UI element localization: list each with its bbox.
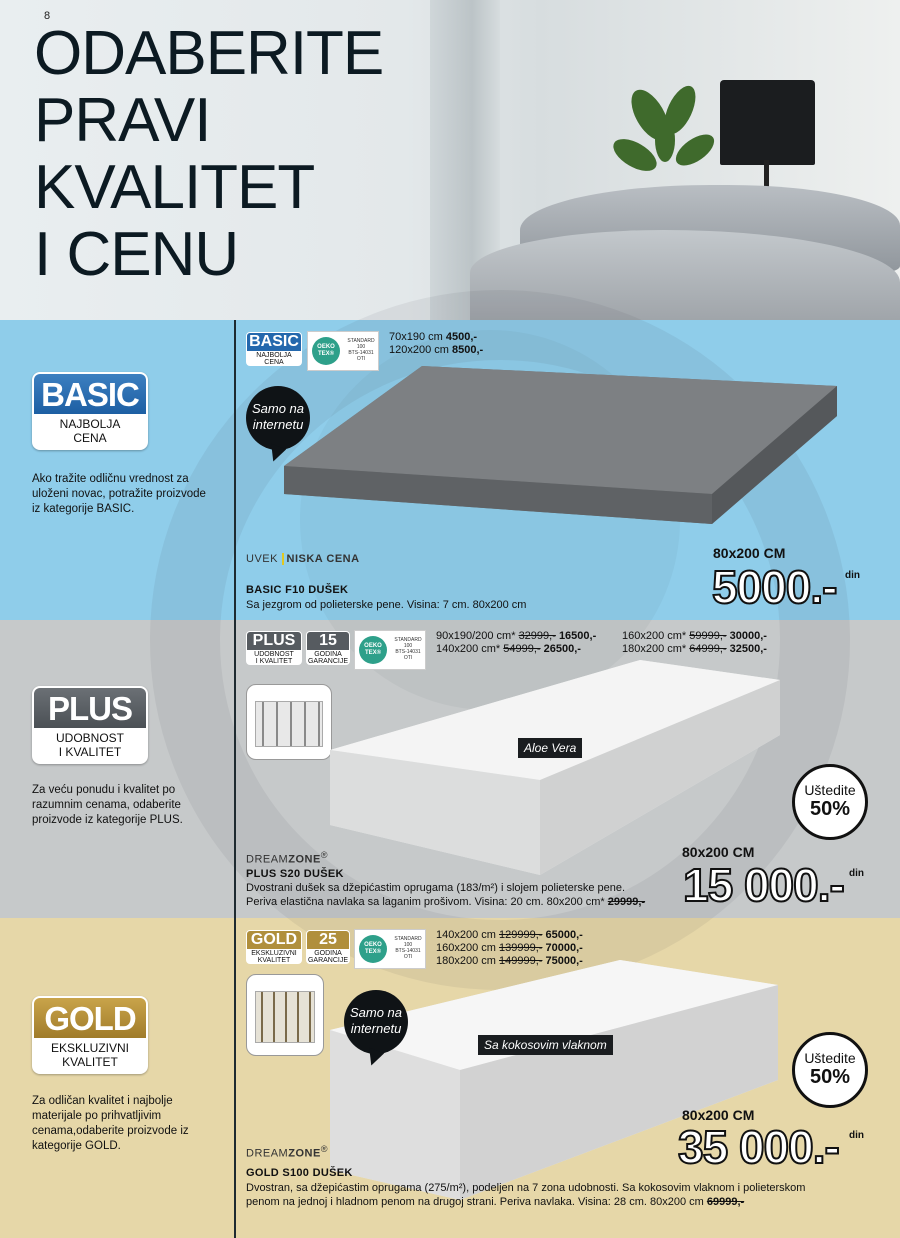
oeko-line: 100 bbox=[403, 643, 413, 649]
size-price: 26500,- bbox=[543, 643, 581, 655]
badge-subtitle bbox=[34, 414, 146, 450]
oeko-tex-text bbox=[391, 637, 425, 661]
oeko-line: STANDARD bbox=[394, 936, 422, 942]
small-badge-subtitle bbox=[247, 351, 301, 366]
warranty-badge-gold bbox=[306, 930, 350, 964]
logo-right: NISKA CENA bbox=[282, 553, 360, 565]
brand-part: DREAM bbox=[246, 1147, 289, 1160]
old-price: 32999,- bbox=[518, 630, 556, 642]
size-label: 140x200 cm* bbox=[436, 643, 501, 655]
size-price-list bbox=[436, 630, 596, 656]
old-price: 54999,- bbox=[503, 643, 541, 655]
oeko-line: BTS-14031 bbox=[348, 350, 374, 356]
savings-label: Uštedite bbox=[804, 1050, 856, 1066]
size-label: 90x190/200 cm* bbox=[436, 630, 516, 642]
size-row bbox=[622, 630, 767, 643]
badge-subtitle bbox=[34, 1038, 146, 1074]
price-suffix: - bbox=[824, 1121, 839, 1173]
category-description-basic: Ako tražite odličnu vrednost za uloženi novac, potražite proizvode iz kategorije BASIC. bbox=[32, 473, 206, 515]
title-line: I CENU bbox=[34, 220, 239, 289]
brand-reg: ® bbox=[320, 850, 329, 860]
savings-percent: 50% bbox=[809, 1066, 851, 1088]
description-line bbox=[246, 1195, 886, 1209]
spring-core-image bbox=[246, 974, 324, 1056]
brand-reg: ® bbox=[320, 1144, 329, 1154]
brand-part: ZONE bbox=[288, 853, 321, 866]
small-badge-title: BASIC bbox=[247, 333, 301, 351]
size-row bbox=[436, 942, 583, 955]
brand-part: DREAM bbox=[246, 853, 289, 866]
product-price bbox=[683, 858, 844, 912]
warranty-years: 15 bbox=[307, 632, 349, 650]
oeko-tex-text bbox=[344, 338, 378, 362]
product-price bbox=[678, 1120, 839, 1174]
description-text: penom na jednoj i hladnom penom na drugoj strani. Periva navlaka. Visina: 28 cm. 80x200 cm bbox=[246, 1196, 704, 1208]
category-badge-basic bbox=[32, 372, 148, 450]
product-description: Sa jezgrom od polieterske pene. Visina: 7 cm. 80x200 cm bbox=[246, 599, 527, 611]
size-price: 70000,- bbox=[545, 942, 583, 954]
small-badge-subtitle bbox=[247, 650, 301, 665]
small-badge-line: I KVALITET bbox=[255, 658, 293, 665]
size-price-list bbox=[622, 630, 767, 656]
product-dimension: 80x200 CM bbox=[713, 545, 786, 561]
badge-title: BASIC bbox=[34, 374, 146, 414]
oeko-line: 100 bbox=[356, 344, 366, 350]
price-suffix: - bbox=[822, 561, 837, 613]
oeko-line: BTS-14031 bbox=[395, 649, 421, 655]
currency-label: din bbox=[845, 570, 860, 581]
mattress-image-plus bbox=[330, 660, 782, 875]
currency-label: din bbox=[849, 868, 864, 879]
badge-subtitle-line: UDOBNOST bbox=[55, 731, 124, 745]
category-description-gold: Za odličan kvalitet i najbolje materijale po prihvatljivim cenama,odaberite proizvode iz kategorije GOLD. bbox=[32, 1095, 189, 1152]
badge-subtitle-line: EKSKLUZIVNI bbox=[50, 1041, 130, 1055]
badge-subtitle-line: NAJBOLJA bbox=[59, 417, 121, 431]
product-name: GOLD S100 DUŠEK bbox=[246, 1167, 353, 1179]
bubble-line: Samo na bbox=[251, 401, 305, 416]
old-price: 69999,- bbox=[706, 1196, 745, 1208]
online-only-bubble bbox=[344, 990, 408, 1054]
oeko-line: OTI bbox=[356, 356, 366, 362]
spring-core-image bbox=[246, 684, 332, 760]
oeko-tex-icon: OEKO TEX® bbox=[312, 337, 340, 365]
product-description bbox=[246, 1181, 886, 1209]
size-label: 120x200 cm bbox=[389, 344, 449, 356]
oeko-tex-label bbox=[307, 331, 379, 371]
badge-subtitle bbox=[34, 728, 146, 764]
size-label: 180x200 cm bbox=[436, 955, 496, 967]
size-row bbox=[622, 643, 767, 656]
badge-subtitle-line: CENA bbox=[73, 431, 107, 445]
small-badge-line: EKSKLUZIVNI bbox=[251, 950, 297, 957]
size-price: 30000,- bbox=[729, 630, 767, 642]
small-badge-line: CENA bbox=[264, 359, 284, 366]
small-badge-basic bbox=[246, 332, 302, 366]
oeko-line: OTI bbox=[403, 954, 413, 960]
oeko-line: STANDARD bbox=[394, 637, 422, 643]
product-dimension: 80x200 CM bbox=[682, 844, 755, 860]
feature-tag: Sa kokosovim vlaknom bbox=[478, 1035, 613, 1055]
savings-percent: 50% bbox=[809, 798, 851, 820]
size-label: 160x200 cm* bbox=[622, 630, 687, 642]
price-value: 15 000. bbox=[683, 859, 830, 911]
badge-subtitle-line: KVALITET bbox=[62, 1055, 118, 1069]
old-price: 129999,- bbox=[499, 929, 543, 941]
logo-left: UVEK bbox=[246, 553, 278, 565]
size-row bbox=[389, 344, 483, 357]
warranty-line: GODINA bbox=[314, 950, 342, 957]
old-price: 59999,- bbox=[689, 630, 727, 642]
product-description bbox=[246, 881, 645, 909]
small-badge-line: KVALITET bbox=[257, 957, 291, 964]
bubble-line: Samo na bbox=[349, 1005, 403, 1020]
small-badge-line: NAJBOLJA bbox=[256, 352, 292, 359]
category-badge-gold bbox=[32, 996, 148, 1074]
title-line: KVALITET bbox=[34, 153, 315, 222]
small-badge-plus bbox=[246, 631, 302, 665]
mattress-image-basic bbox=[282, 366, 842, 526]
size-price: 32500,- bbox=[729, 643, 767, 655]
size-price: 75000,- bbox=[545, 955, 583, 967]
title-line: ODABERITE bbox=[34, 19, 384, 88]
description-line bbox=[246, 895, 645, 909]
oeko-tex-icon: OEKO TEX® bbox=[359, 636, 387, 664]
size-price-list bbox=[389, 331, 483, 357]
size-row bbox=[436, 630, 596, 643]
old-price: 139999,- bbox=[499, 942, 543, 954]
title-line: PRAVI bbox=[34, 86, 211, 155]
oeko-tex-text bbox=[391, 936, 425, 960]
badge-subtitle-line: I KVALITET bbox=[58, 745, 122, 759]
product-name: BASIC F10 DUŠEK bbox=[246, 584, 349, 596]
savings-badge bbox=[792, 764, 868, 840]
feature-tag: Aloe Vera bbox=[518, 738, 582, 758]
price-value: 5000. bbox=[712, 561, 823, 613]
size-row bbox=[389, 331, 483, 344]
small-badge-subtitle bbox=[247, 949, 301, 964]
old-price: 29999,- bbox=[607, 896, 646, 908]
size-label: 70x190 cm bbox=[389, 331, 443, 343]
description-line: Dvostrani dušek sa džepićastim oprugama (183/m²) i slojem polieterske pene. bbox=[246, 882, 626, 894]
oeko-tex-icon: OEKO TEX® bbox=[359, 935, 387, 963]
page-title bbox=[34, 20, 383, 288]
old-price: 64999,- bbox=[689, 643, 727, 655]
warranty-line: GODINA bbox=[314, 651, 342, 658]
size-price: 4500,- bbox=[445, 331, 478, 343]
size-price: 16500,- bbox=[558, 630, 597, 642]
brand-logo bbox=[246, 850, 328, 866]
oeko-line: OTI bbox=[403, 655, 413, 661]
price-value: 35 000. bbox=[678, 1121, 825, 1173]
oeko-line: STANDARD bbox=[347, 338, 375, 344]
warranty-line: GARANCIJE bbox=[307, 957, 349, 964]
small-badge-line: UDOBNOST bbox=[254, 651, 294, 658]
product-dimension: 80x200 CM bbox=[682, 1107, 755, 1123]
online-only-bubble bbox=[246, 386, 310, 450]
bubble-line: internetu bbox=[350, 1021, 402, 1036]
oeko-line: BTS-14031 bbox=[395, 948, 421, 954]
badge-title: PLUS bbox=[34, 688, 146, 728]
low-price-logo bbox=[246, 553, 360, 565]
warranty-line: GARANCIJE bbox=[307, 658, 349, 665]
savings-label: Uštedite bbox=[804, 782, 856, 798]
small-badge-title: PLUS bbox=[247, 632, 301, 650]
product-price bbox=[712, 560, 836, 614]
badge-title: GOLD bbox=[34, 998, 146, 1038]
currency-label: din bbox=[849, 1130, 864, 1141]
savings-badge bbox=[792, 1032, 868, 1108]
size-label: 140x200 cm bbox=[436, 929, 496, 941]
price-suffix: - bbox=[829, 859, 844, 911]
page-number: 8 bbox=[44, 10, 51, 22]
size-price: 65000,- bbox=[545, 929, 583, 941]
description-line: Dvostran, sa džepićastim oprugama (275/m²), podeljen na 7 zona udobnosti. Sa kokosovim vlaknom i polieterskom bbox=[246, 1182, 806, 1194]
small-badge-title: GOLD bbox=[247, 931, 301, 949]
small-badge-gold bbox=[246, 930, 302, 964]
product-name: PLUS S20 DUŠEK bbox=[246, 868, 344, 880]
size-row bbox=[436, 929, 583, 942]
size-row bbox=[436, 643, 596, 656]
warranty-years: 25 bbox=[307, 931, 349, 949]
bubble-line: internetu bbox=[252, 417, 304, 432]
lamp-image bbox=[720, 80, 815, 165]
size-label: 180x200 cm* bbox=[622, 643, 687, 655]
category-description-plus: Za veću ponudu i kvalitet po razumnim cenama, odaberite proizvode iz kategorije PLUS. bbox=[32, 784, 183, 826]
divider-line bbox=[234, 320, 236, 1238]
brand-logo bbox=[246, 1144, 328, 1160]
oeko-line: 100 bbox=[403, 942, 413, 948]
old-price: 149999,- bbox=[499, 955, 543, 967]
description-text: Periva elastična navlaka sa laganim prošivom. Visina: 20 cm. 80x200 cm* bbox=[246, 896, 605, 908]
brand-part: ZONE bbox=[288, 1147, 321, 1160]
size-price: 8500,- bbox=[452, 344, 484, 356]
category-badge-plus bbox=[32, 686, 148, 764]
size-label: 160x200 cm bbox=[436, 942, 496, 954]
